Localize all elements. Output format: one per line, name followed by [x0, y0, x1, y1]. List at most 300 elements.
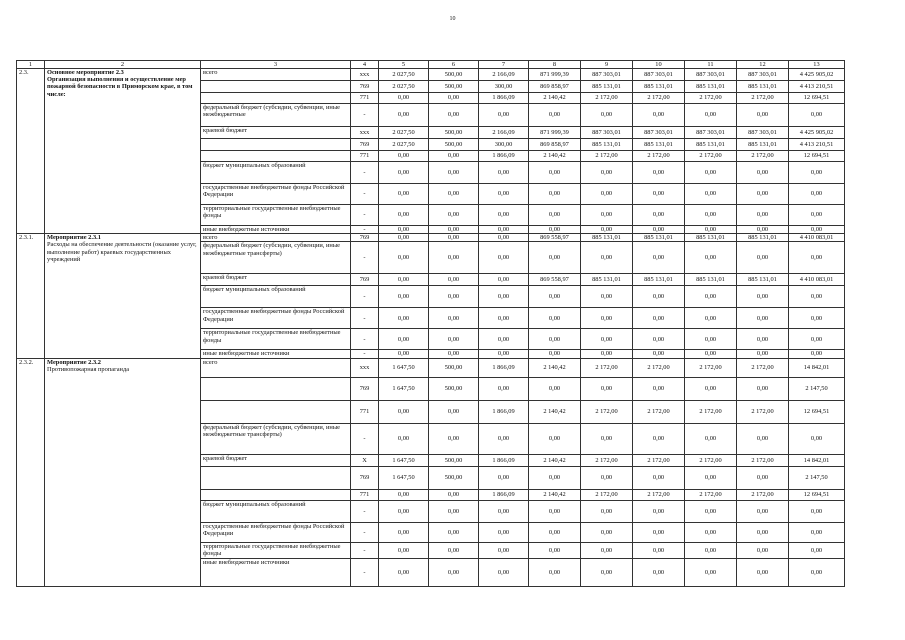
budget-code: - — [351, 184, 379, 205]
header-cell: 6 — [429, 61, 479, 69]
value-cell: 0,00 — [429, 329, 479, 350]
funding-source: бюджет муниципальных образований — [201, 500, 351, 522]
header-row — [17, 61, 845, 69]
value-cell: 2 140,42 — [529, 358, 581, 377]
page-number: 10 — [449, 16, 456, 22]
value-cell: 2 027,50 — [379, 127, 429, 139]
value-cell: 0,00 — [789, 286, 845, 308]
value-cell: 2 027,50 — [379, 81, 429, 93]
value-cell: 0,00 — [529, 466, 581, 489]
value-cell: 0,00 — [685, 308, 737, 329]
value-cell: 0,00 — [685, 377, 737, 400]
value-cell: 885 131,01 — [685, 234, 737, 242]
value-cell: 2 172,00 — [633, 454, 685, 466]
value-cell: 0,00 — [379, 162, 429, 184]
value-cell: 885 131,01 — [685, 81, 737, 93]
value-cell: 0,00 — [789, 205, 845, 226]
value-cell: 500,00 — [429, 139, 479, 151]
value-cell: 0,00 — [479, 286, 529, 308]
value-cell: 500,00 — [429, 377, 479, 400]
funding-source: федеральный бюджет (субсидии, субвенции, иные межбюджетные трансферты) — [201, 423, 351, 454]
value-cell: 1 866,09 — [479, 489, 529, 500]
value-cell: 0,00 — [581, 423, 633, 454]
budget-code: ххх — [351, 358, 379, 377]
value-cell: 0,00 — [581, 205, 633, 226]
item-number: 2.3. — [17, 69, 45, 234]
value-cell: 0,00 — [529, 205, 581, 226]
value-cell: 0,00 — [685, 226, 737, 234]
value-cell: 500,00 — [429, 358, 479, 377]
value-cell: 0,00 — [737, 377, 789, 400]
value-cell: 0,00 — [789, 558, 845, 586]
item-description: Расходы на обеспечение деятельности (оказание услуг, выполнение работ) краевых государственных учреждений — [47, 241, 197, 263]
value-cell: 0,00 — [633, 286, 685, 308]
value-cell: 2 172,00 — [633, 151, 685, 162]
value-cell: 1 866,09 — [479, 151, 529, 162]
value-cell: 0,00 — [633, 500, 685, 522]
value-cell: 0,00 — [685, 242, 737, 274]
value-cell: 2 172,00 — [737, 454, 789, 466]
value-cell: 0,00 — [581, 162, 633, 184]
value-cell: 2 172,00 — [685, 358, 737, 377]
value-cell: 0,00 — [379, 350, 429, 358]
value-cell: 0,00 — [685, 522, 737, 542]
value-cell: 4 413 210,51 — [789, 139, 845, 151]
value-cell: 0,00 — [737, 162, 789, 184]
value-cell: 0,00 — [685, 350, 737, 358]
value-cell: 0,00 — [737, 350, 789, 358]
value-cell: 0,00 — [581, 308, 633, 329]
value-cell: 0,00 — [737, 466, 789, 489]
value-cell: 0,00 — [429, 558, 479, 586]
value-cell: 2 172,00 — [685, 400, 737, 423]
value-cell: 885 131,01 — [737, 81, 789, 93]
value-cell: 2 172,00 — [737, 93, 789, 104]
value-cell: 0,00 — [429, 93, 479, 104]
value-cell: 0,00 — [789, 522, 845, 542]
value-cell: 0,00 — [379, 205, 429, 226]
value-cell: 871 999,39 — [529, 69, 581, 81]
funding-source — [201, 93, 351, 104]
value-cell: 0,00 — [379, 542, 429, 558]
budget-table — [16, 60, 845, 587]
value-cell: 0,00 — [529, 329, 581, 350]
funding-source — [201, 81, 351, 93]
value-cell: 0,00 — [581, 350, 633, 358]
funding-source: краевой бюджет — [201, 454, 351, 466]
funding-source: федеральный бюджет (субсидии, субвенции, иные межбюджетные трансферты) — [201, 242, 351, 274]
value-cell: 0,00 — [429, 400, 479, 423]
value-cell: 0,00 — [379, 558, 429, 586]
value-cell: 0,00 — [633, 377, 685, 400]
header-cell: 12 — [737, 61, 789, 69]
value-cell: 1 866,09 — [479, 454, 529, 466]
value-cell: 887 303,01 — [633, 127, 685, 139]
value-cell: 0,00 — [379, 522, 429, 542]
value-cell: 4 413 210,51 — [789, 81, 845, 93]
value-cell: 0,00 — [737, 184, 789, 205]
value-cell: 0,00 — [737, 423, 789, 454]
value-cell: 887 303,01 — [633, 69, 685, 81]
header-cell: 4 — [351, 61, 379, 69]
value-cell: 887 303,01 — [581, 127, 633, 139]
funding-source: бюджет муниципальных образований — [201, 286, 351, 308]
budget-code: 769 — [351, 274, 379, 286]
value-cell: 0,00 — [529, 184, 581, 205]
value-cell: 0,00 — [379, 234, 429, 242]
value-cell: 12 694,51 — [789, 151, 845, 162]
value-cell: 0,00 — [633, 104, 685, 127]
budget-code: 771 — [351, 93, 379, 104]
header-cell: 1 — [17, 61, 45, 69]
value-cell: 885 131,01 — [737, 274, 789, 286]
value-cell: 0,00 — [379, 500, 429, 522]
budget-code: X — [351, 454, 379, 466]
value-cell: 871 999,39 — [529, 127, 581, 139]
value-cell: 0,00 — [581, 184, 633, 205]
funding-source: территориальные государственные внебюджетные фонды — [201, 329, 351, 350]
value-cell: 0,00 — [429, 423, 479, 454]
budget-code: - — [351, 558, 379, 586]
value-cell: 14 842,01 — [789, 454, 845, 466]
value-cell: 0,00 — [685, 466, 737, 489]
budget-code: - — [351, 329, 379, 350]
value-cell: 0,00 — [581, 542, 633, 558]
funding-source: иные внебюджетные источники — [201, 226, 351, 234]
header-cell: 10 — [633, 61, 685, 69]
header-cell: 5 — [379, 61, 429, 69]
value-cell: 0,00 — [633, 558, 685, 586]
value-cell: 0,00 — [685, 104, 737, 127]
value-cell: 0,00 — [789, 350, 845, 358]
value-cell: 2 147,50 — [789, 466, 845, 489]
value-cell: 300,00 — [479, 81, 529, 93]
value-cell: 1 866,09 — [479, 93, 529, 104]
value-cell: 0,00 — [737, 242, 789, 274]
value-cell: 0,00 — [479, 234, 529, 242]
value-cell: 1 647,50 — [379, 377, 429, 400]
value-cell: 0,00 — [581, 500, 633, 522]
value-cell: 0,00 — [379, 286, 429, 308]
value-cell: 0,00 — [737, 542, 789, 558]
budget-code: - — [351, 286, 379, 308]
table-row — [17, 358, 845, 377]
funding-source: государственные внебюджетные фонды Российской Федерации — [201, 184, 351, 205]
value-cell: 2 172,00 — [581, 358, 633, 377]
budget-code: - — [351, 242, 379, 274]
value-cell: 1 866,09 — [479, 400, 529, 423]
budget-code: 769 — [351, 234, 379, 242]
value-cell: 0,00 — [379, 308, 429, 329]
value-cell: 0,00 — [379, 423, 429, 454]
value-cell: 0,00 — [633, 423, 685, 454]
value-cell: 0,00 — [529, 500, 581, 522]
table-row — [17, 234, 845, 242]
value-cell: 885 131,01 — [633, 81, 685, 93]
value-cell: 0,00 — [789, 500, 845, 522]
value-cell: 2 147,50 — [789, 377, 845, 400]
value-cell: 0,00 — [789, 542, 845, 558]
funding-source — [201, 151, 351, 162]
value-cell: 0,00 — [581, 466, 633, 489]
value-cell: 500,00 — [429, 127, 479, 139]
value-cell: 0,00 — [479, 377, 529, 400]
value-cell: 0,00 — [789, 242, 845, 274]
value-cell: 0,00 — [581, 329, 633, 350]
value-cell: 0,00 — [479, 500, 529, 522]
value-cell: 2 172,00 — [685, 454, 737, 466]
funding-source: государственные внебюджетные фонды Российской Федерации — [201, 522, 351, 542]
value-cell: 2 172,00 — [581, 454, 633, 466]
value-cell: 300,00 — [479, 139, 529, 151]
value-cell: 0,00 — [581, 242, 633, 274]
value-cell: 0,00 — [685, 205, 737, 226]
value-cell: 0,00 — [685, 162, 737, 184]
header-cell: 3 — [201, 61, 351, 69]
funding-source — [201, 489, 351, 500]
budget-code: - — [351, 542, 379, 558]
item-number: 2.3.2. — [17, 358, 45, 586]
value-cell: 0,00 — [429, 162, 479, 184]
value-cell: 869 858,97 — [529, 81, 581, 93]
budget-code: - — [351, 104, 379, 127]
funding-source: федеральный бюджет (субсидии, субвенции, иные межбюджетные — [201, 104, 351, 127]
value-cell: 2 172,00 — [685, 93, 737, 104]
item-name-cell — [45, 69, 201, 234]
value-cell: 0,00 — [529, 242, 581, 274]
value-cell: 0,00 — [685, 542, 737, 558]
value-cell: 2 140,42 — [529, 489, 581, 500]
value-cell: 0,00 — [429, 522, 479, 542]
value-cell: 12 694,51 — [789, 93, 845, 104]
value-cell: 0,00 — [429, 205, 479, 226]
budget-code: 769 — [351, 466, 379, 489]
item-description: Организация выполнения и осуществление мер пожарной безопасности в Приморском крае, в том числе: — [47, 76, 193, 98]
funding-source: краевой бюджет — [201, 274, 351, 286]
value-cell: 0,00 — [429, 226, 479, 234]
value-cell: 0,00 — [529, 162, 581, 184]
value-cell: 0,00 — [379, 274, 429, 286]
value-cell: 0,00 — [429, 234, 479, 242]
value-cell: 4 425 905,02 — [789, 69, 845, 81]
header-cell: 2 — [45, 61, 201, 69]
value-cell: 1 866,09 — [479, 358, 529, 377]
header-cell: 13 — [789, 61, 845, 69]
budget-code: - — [351, 308, 379, 329]
value-cell: 885 131,01 — [581, 234, 633, 242]
funding-source: всего — [201, 69, 351, 81]
header-cell: 11 — [685, 61, 737, 69]
value-cell: 0,00 — [737, 558, 789, 586]
value-cell: 0,00 — [633, 162, 685, 184]
value-cell: 0,00 — [685, 286, 737, 308]
budget-code: - — [351, 205, 379, 226]
value-cell: 0,00 — [479, 542, 529, 558]
value-cell: 4 410 083,01 — [789, 234, 845, 242]
value-cell: 885 131,01 — [737, 234, 789, 242]
budget-code: 769 — [351, 139, 379, 151]
budget-code: - — [351, 522, 379, 542]
value-cell: 500,00 — [429, 81, 479, 93]
value-cell: 0,00 — [789, 423, 845, 454]
value-cell: 0,00 — [429, 242, 479, 274]
header-cell: 9 — [581, 61, 633, 69]
budget-code: - — [351, 350, 379, 358]
value-cell: 0,00 — [633, 242, 685, 274]
item-title: Мероприятие 2.3.1 — [47, 234, 101, 242]
value-cell: 0,00 — [529, 522, 581, 542]
budget-code: - — [351, 162, 379, 184]
value-cell: 0,00 — [529, 542, 581, 558]
value-cell: 0,00 — [479, 329, 529, 350]
value-cell: 0,00 — [633, 466, 685, 489]
funding-source: территориальные государственные внебюджетные фонды — [201, 542, 351, 558]
value-cell: 0,00 — [789, 329, 845, 350]
item-number: 2.3.1. — [17, 234, 45, 358]
value-cell: 0,00 — [429, 104, 479, 127]
value-cell: 885 131,01 — [581, 81, 633, 93]
value-cell: 0,00 — [685, 500, 737, 522]
funding-source — [201, 139, 351, 151]
value-cell: 0,00 — [379, 104, 429, 127]
funding-source: всего — [201, 234, 351, 242]
value-cell: 2 172,00 — [581, 93, 633, 104]
value-cell: 0,00 — [633, 329, 685, 350]
value-cell: 0,00 — [581, 226, 633, 234]
value-cell: 885 131,01 — [685, 139, 737, 151]
budget-code: 771 — [351, 151, 379, 162]
value-cell: 0,00 — [479, 226, 529, 234]
item-name-cell — [45, 358, 201, 586]
value-cell: 0,00 — [737, 329, 789, 350]
value-cell: 887 303,01 — [685, 127, 737, 139]
value-cell: 2 172,00 — [633, 93, 685, 104]
value-cell: 0,00 — [529, 558, 581, 586]
value-cell: 0,00 — [479, 242, 529, 274]
value-cell: 2 172,00 — [737, 151, 789, 162]
value-cell: 887 303,01 — [581, 69, 633, 81]
value-cell: 0,00 — [479, 184, 529, 205]
value-cell: 0,00 — [379, 226, 429, 234]
value-cell: 0,00 — [633, 308, 685, 329]
value-cell: 0,00 — [737, 286, 789, 308]
value-cell: 0,00 — [737, 205, 789, 226]
value-cell: 1 647,50 — [379, 454, 429, 466]
value-cell: 12 694,51 — [789, 489, 845, 500]
funding-source — [201, 377, 351, 400]
value-cell: 2 172,00 — [633, 358, 685, 377]
value-cell: 0,00 — [633, 205, 685, 226]
value-cell: 2 172,00 — [633, 489, 685, 500]
budget-code: ххх — [351, 127, 379, 139]
value-cell: 1 647,50 — [379, 466, 429, 489]
value-cell: 2 172,00 — [633, 400, 685, 423]
value-cell: 500,00 — [429, 69, 479, 81]
value-cell: 500,00 — [429, 454, 479, 466]
value-cell: 0,00 — [379, 329, 429, 350]
value-cell: 0,00 — [633, 522, 685, 542]
header-cell: 7 — [479, 61, 529, 69]
value-cell: 0,00 — [529, 350, 581, 358]
value-cell: 0,00 — [479, 466, 529, 489]
value-cell: 2 027,50 — [379, 69, 429, 81]
budget-code: ххх — [351, 69, 379, 81]
value-cell: 2 140,42 — [529, 93, 581, 104]
funding-source: иные внебюджетные источники — [201, 558, 351, 586]
value-cell: 0,00 — [581, 104, 633, 127]
value-cell: 0,00 — [429, 489, 479, 500]
value-cell: 500,00 — [429, 466, 479, 489]
budget-code: 771 — [351, 400, 379, 423]
header-cell: 8 — [529, 61, 581, 69]
funding-source — [201, 466, 351, 489]
value-cell: 0,00 — [737, 500, 789, 522]
funding-source: государственные внебюджетные фонды Российской Федерации — [201, 308, 351, 329]
value-cell: 0,00 — [429, 308, 479, 329]
value-cell: 1 647,50 — [379, 358, 429, 377]
value-cell: 0,00 — [581, 558, 633, 586]
value-cell: 2 172,00 — [737, 400, 789, 423]
funding-source: иные внебюджетные источники — [201, 350, 351, 358]
value-cell: 0,00 — [581, 377, 633, 400]
value-cell: 0,00 — [429, 286, 479, 308]
value-cell: 885 131,01 — [633, 234, 685, 242]
value-cell: 0,00 — [633, 184, 685, 205]
value-cell: 0,00 — [429, 274, 479, 286]
budget-code: - — [351, 226, 379, 234]
table-row — [17, 69, 845, 81]
value-cell: 12 694,51 — [789, 400, 845, 423]
value-cell: 885 131,01 — [633, 139, 685, 151]
value-cell: 0,00 — [429, 542, 479, 558]
item-description: Противопожарная пропаганда — [47, 365, 130, 373]
value-cell: 885 131,01 — [685, 274, 737, 286]
value-cell: 0,00 — [379, 242, 429, 274]
value-cell: 0,00 — [479, 522, 529, 542]
value-cell: 0,00 — [429, 350, 479, 358]
value-cell: 0,00 — [737, 308, 789, 329]
value-cell: 885 131,01 — [737, 139, 789, 151]
value-cell: 0,00 — [529, 226, 581, 234]
value-cell: 869 558,97 — [529, 234, 581, 242]
value-cell: 4 410 083,01 — [789, 274, 845, 286]
value-cell: 0,00 — [685, 184, 737, 205]
value-cell: 2 172,00 — [581, 151, 633, 162]
value-cell: 0,00 — [633, 542, 685, 558]
value-cell: 0,00 — [429, 184, 479, 205]
value-cell: 2 166,09 — [479, 127, 529, 139]
value-cell: 2 172,00 — [581, 400, 633, 423]
value-cell: 0,00 — [379, 400, 429, 423]
budget-code: 769 — [351, 81, 379, 93]
value-cell: 885 131,01 — [581, 274, 633, 286]
funding-source — [201, 400, 351, 423]
value-cell: 0,00 — [529, 104, 581, 127]
budget-code: - — [351, 500, 379, 522]
value-cell: 0,00 — [633, 226, 685, 234]
value-cell: 0,00 — [379, 151, 429, 162]
value-cell: 0,00 — [479, 308, 529, 329]
value-cell: 0,00 — [789, 226, 845, 234]
value-cell: 0,00 — [529, 377, 581, 400]
value-cell: 0,00 — [529, 423, 581, 454]
table-body — [17, 61, 845, 587]
value-cell: 2 172,00 — [737, 358, 789, 377]
item-title: Основное мероприятие 2.3 — [47, 69, 124, 76]
budget-code: 771 — [351, 489, 379, 500]
value-cell: 885 131,01 — [581, 139, 633, 151]
value-cell: 2 027,50 — [379, 139, 429, 151]
